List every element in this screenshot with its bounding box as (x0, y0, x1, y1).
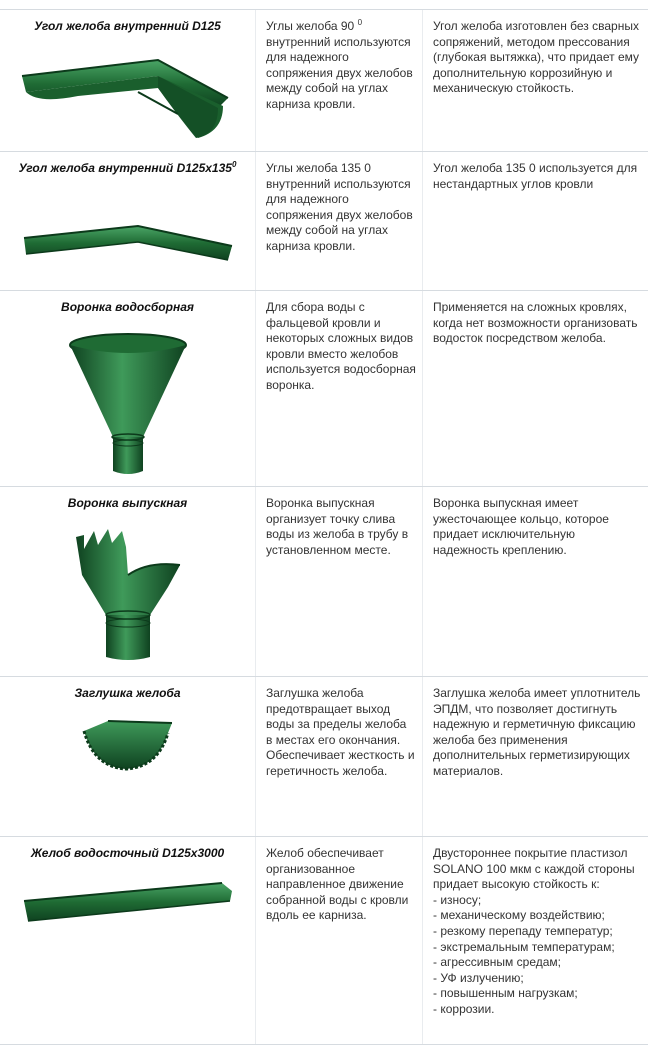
product-description: Углы желоба 90 $^0$ внутренний используются для надежного сопряжения двух желобов между собой на углах карниза кровли. (266, 18, 413, 111)
list-item: - УФ излучению; (433, 970, 524, 985)
list-item: - резкому перепаду температур; (433, 923, 613, 938)
list-item: - повышенным нагрузкам; (433, 986, 578, 1001)
outlet-funnel-image (0, 525, 256, 665)
list-item: - коррозии. (433, 1001, 495, 1016)
product-note: Заглушка желоба имеет уплотнитель ЭПДМ, что позволяет достигнуть надежную и герметичную фиксацию желоба без применения дополнительных герметизирующих материалов. (433, 686, 641, 778)
list-item: - износу; (433, 892, 482, 907)
product-note (424, 837, 648, 1018)
note-cell (424, 10, 648, 151)
product-note: Угол желоба 135 0 используется для нестандартных углов кровли (433, 161, 638, 191)
list-item: - механическому воздействию; (433, 908, 605, 923)
description-cell (257, 152, 423, 290)
product-description: Желоб обеспечивает организованное направленное движение собранной воды с кровли вдоль ее карниза. (266, 846, 409, 923)
product-cell (0, 677, 256, 836)
product-title: Заглушка желоба (74, 686, 181, 700)
description-cell (257, 291, 423, 486)
product-note: Применяется на сложных кровлях, когда нет возможности организовать водосток посредством желоба. (433, 300, 638, 346)
product-description: Углы желоба 135 0 внутренний используются для надежного сопряжения двух желобов между собой на углах карниза кровли. (266, 161, 413, 253)
description-cell (257, 677, 423, 836)
product-description: Воронка выпускная организует точку слива воды из желоба в трубу в установленном месте. (266, 496, 409, 557)
product-title: Воронка выпускная (67, 496, 188, 510)
product-title: Желоб водосточный D125x3000 (30, 846, 225, 860)
description-cell (257, 10, 423, 151)
gutter-d125-image (0, 877, 256, 927)
product-cell (0, 837, 256, 1044)
product-cell (0, 487, 256, 676)
resistance-list (433, 893, 642, 1018)
product-description: Заглушка желоба предотвращает выход воды за пределы желоба в местах его окончания. Обеспечивает жесткость и геретичность желоба. (266, 686, 415, 778)
table-row (0, 837, 648, 1045)
product-note: Воронка выпускная имеет ужесточающее кольцо, которое придает исключительную надежность креплению. (433, 496, 609, 557)
product-cell (0, 10, 256, 151)
list-item: - агрессивным средам; (433, 955, 561, 970)
table-row (0, 291, 648, 487)
collector-funnel-image (0, 331, 256, 481)
product-note: Угол желоба изготовлен без сварных сопряжений, методом прессования (глубокая вытяжка), что придает ему дополнительную коррозийную и механическую стойкость. (433, 19, 640, 96)
note-cell (424, 291, 648, 486)
table-row (0, 677, 648, 837)
note-cell (424, 487, 648, 676)
table-row (0, 152, 648, 291)
product-cell (0, 152, 256, 290)
gutter-end-cap-image (0, 713, 256, 775)
description-cell (257, 837, 423, 1044)
description-cell (257, 487, 423, 676)
note-cell (424, 837, 648, 1044)
product-title: Воронка водосборная (61, 300, 194, 314)
product-title: Угол желоба внутренний $D125x135^0$ (18, 160, 237, 175)
product-note-intro: Двустороннее покрытие пластизол SOLANO 100 мкм с каждой стороны придает высокую стойкость к: (433, 846, 635, 892)
gutter-inner-corner-90-image (0, 46, 256, 146)
note-cell (424, 152, 648, 290)
list-item: - экстремальным температурам; (433, 939, 615, 954)
product-title: Угол желоба внутренний D125 (34, 19, 221, 33)
table-row (0, 10, 648, 152)
gutter-inner-corner-135-image (0, 218, 256, 268)
note-cell (424, 677, 648, 836)
product-description: Для сбора воды с фальцевой кровли и некоторых сложных видов кровли вместо желобов используется водосборная воронка. (266, 300, 416, 392)
table-row (0, 487, 648, 677)
product-cell (0, 291, 256, 486)
